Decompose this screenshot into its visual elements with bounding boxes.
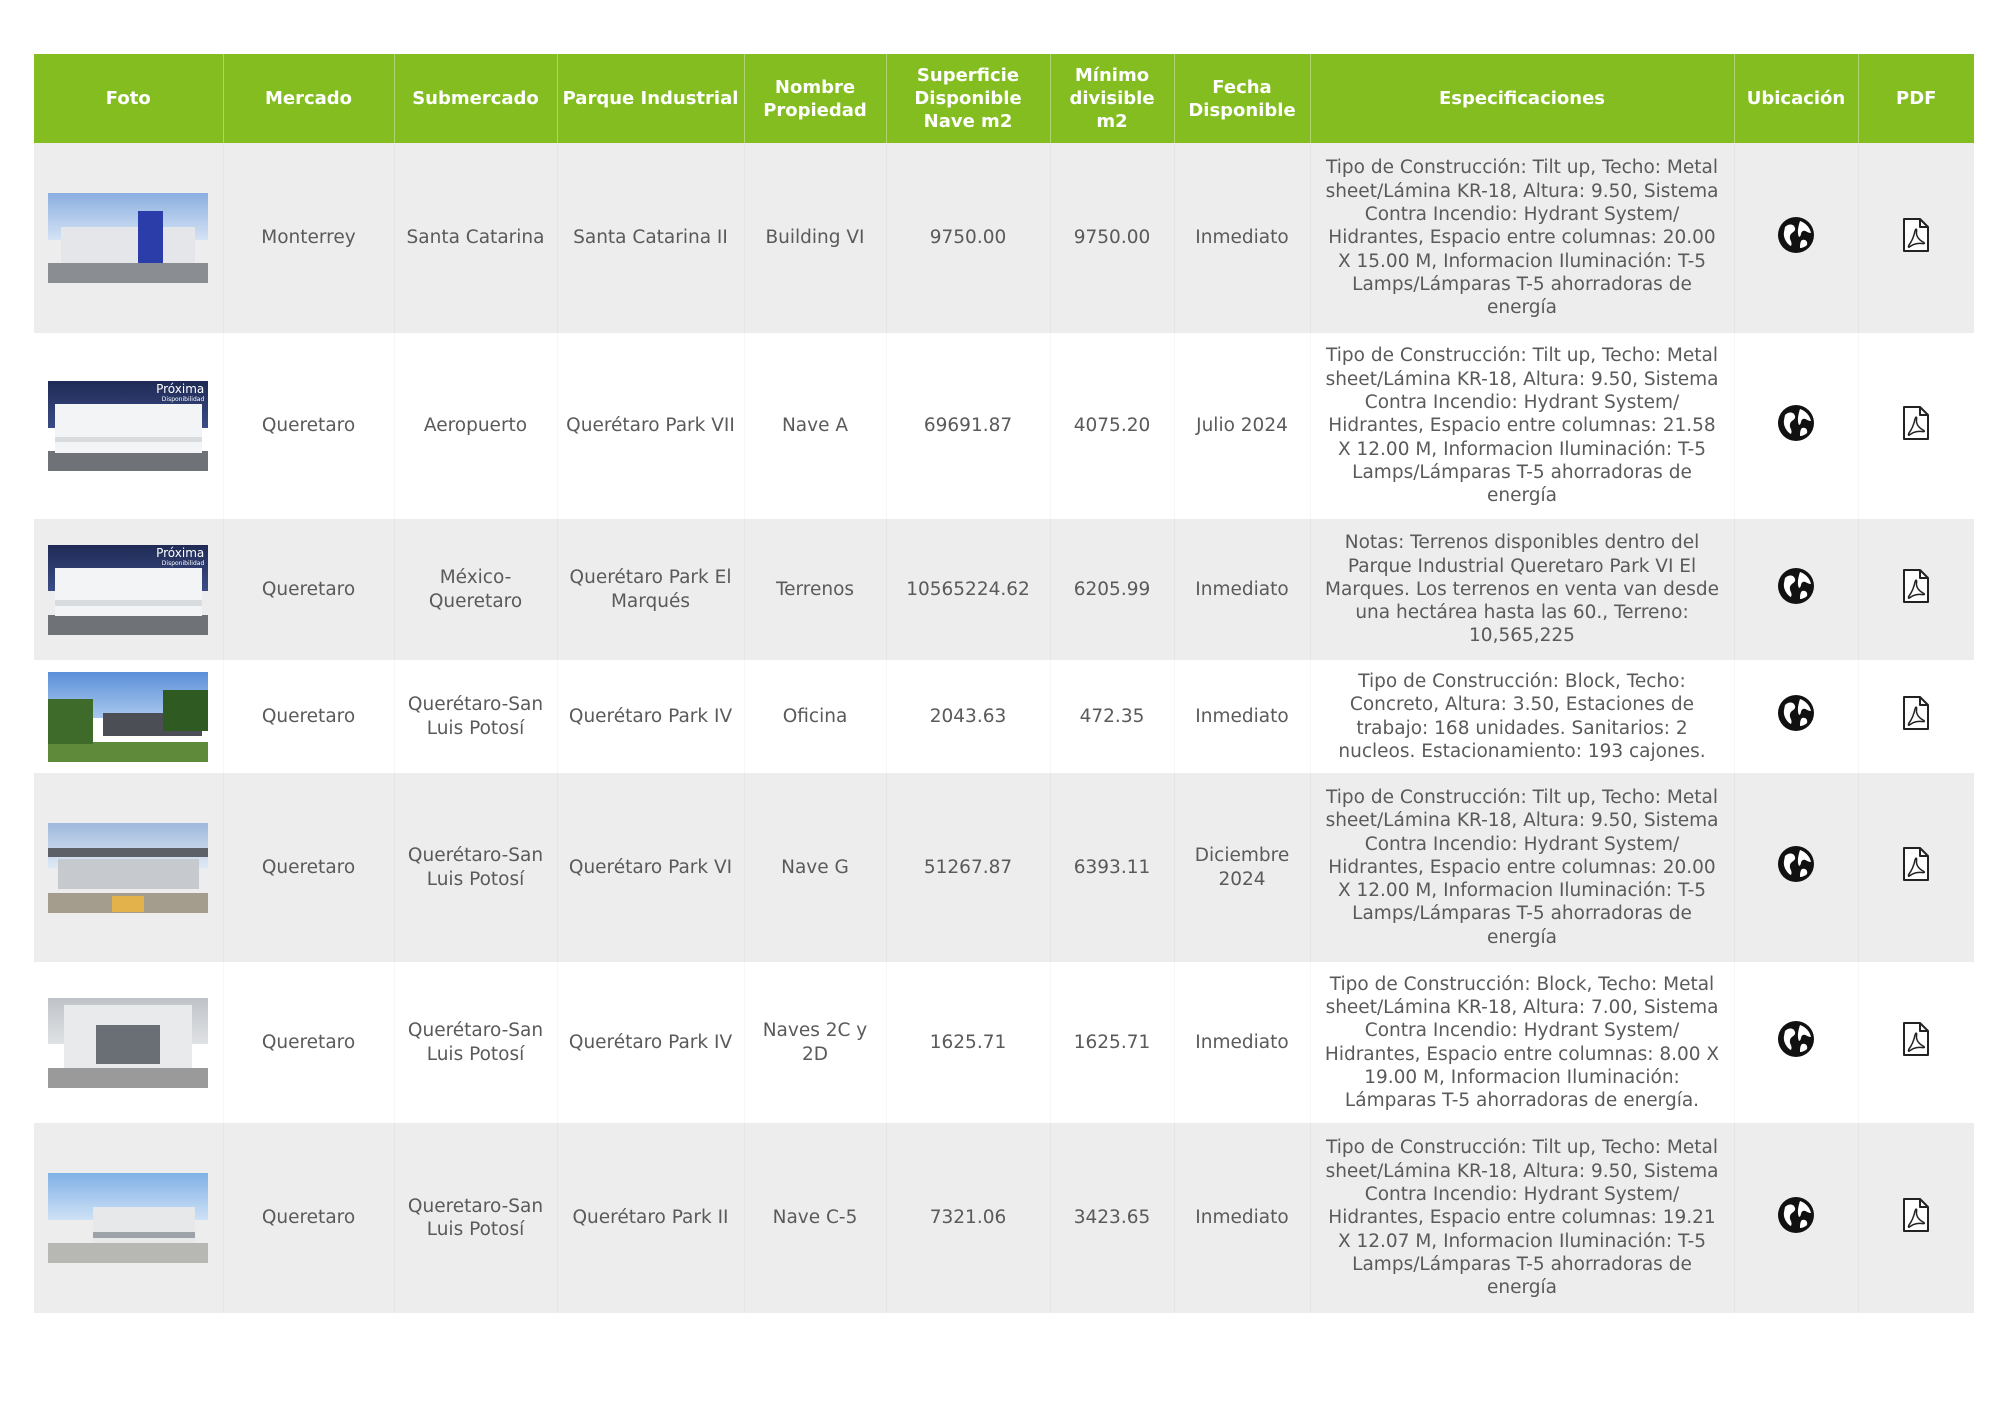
fecha-disponible-cell: Inmediato xyxy=(1174,962,1310,1123)
mercado-cell: Queretaro xyxy=(223,333,394,519)
nombre-propiedad-cell: Nave C-5 xyxy=(744,1123,886,1313)
ubicacion-cell xyxy=(1734,333,1858,519)
nombre-propiedad-cell: Naves 2C y 2D xyxy=(744,962,886,1123)
property-photo[interactable] xyxy=(48,1173,208,1263)
table-row xyxy=(34,333,1974,519)
mercado-cell: Queretaro xyxy=(223,962,394,1123)
photo-cell xyxy=(34,333,223,519)
fecha-disponible-cell: Inmediato xyxy=(1174,519,1310,660)
superficie-cell: 9750.00 xyxy=(886,143,1050,333)
photo-cell xyxy=(34,519,223,660)
header-ubicacion: Ubicación xyxy=(1734,54,1858,143)
minimo-divisible-cell: 472.35 xyxy=(1050,660,1174,773)
minimo-divisible-cell: 3423.65 xyxy=(1050,1123,1174,1313)
globe-icon[interactable] xyxy=(1776,215,1816,255)
table-row xyxy=(34,660,1974,773)
globe-icon[interactable] xyxy=(1776,1195,1816,1235)
ubicacion-cell xyxy=(1734,143,1858,333)
table-row xyxy=(34,519,1974,660)
header-parque-industrial: Parque Industrial xyxy=(557,54,744,143)
globe-icon[interactable] xyxy=(1776,403,1816,443)
nombre-propiedad-cell: Nave G xyxy=(744,773,886,962)
submercado-cell: México-Queretaro xyxy=(394,519,557,660)
pdf-file-icon[interactable] xyxy=(1901,695,1931,731)
mercado-cell: Queretaro xyxy=(223,1123,394,1313)
superficie-cell: 69691.87 xyxy=(886,333,1050,519)
especificaciones-cell: Tipo de Construcción: Tilt up, Techo: Metal sheet/Lámina KR-18, Altura: 9.50, Sistema Contra Incendio: Hydrant System/ Hidrantes, Espacio entre columnas: 21.58 X 12.00 M, Informacion Iluminación: T-5 Lamps/Lámparas T-5 ahorradoras de energía xyxy=(1310,333,1734,519)
table-row xyxy=(34,143,1974,333)
minimo-divisible-cell: 1625.71 xyxy=(1050,962,1174,1123)
header-especificaciones: Especificaciones xyxy=(1310,54,1734,143)
submercado-cell: Querétaro-San Luis Potosí xyxy=(394,773,557,962)
mercado-cell: Queretaro xyxy=(223,519,394,660)
ubicacion-cell xyxy=(1734,1123,1858,1313)
property-photo[interactable] xyxy=(48,823,208,913)
nombre-propiedad-cell: Building VI xyxy=(744,143,886,333)
mercado-cell: Queretaro xyxy=(223,773,394,962)
parque-industrial-cell: Querétaro Park El Marqués xyxy=(557,519,744,660)
pdf-cell xyxy=(1858,519,1974,660)
pdf-cell xyxy=(1858,660,1974,773)
photo-cell xyxy=(34,660,223,773)
pdf-cell xyxy=(1858,962,1974,1123)
property-photo[interactable] xyxy=(48,193,208,283)
superficie-cell: 1625.71 xyxy=(886,962,1050,1123)
pdf-file-icon[interactable] xyxy=(1901,1197,1931,1233)
property-photo[interactable] xyxy=(48,672,208,762)
header-mercado: Mercado xyxy=(223,54,394,143)
submercado-cell: Querétaro-San Luis Potosí xyxy=(394,962,557,1123)
pdf-file-icon[interactable] xyxy=(1901,846,1931,882)
ubicacion-cell xyxy=(1734,962,1858,1123)
table-row xyxy=(34,1123,1974,1313)
table-row xyxy=(34,962,1974,1123)
header-pdf: PDF xyxy=(1858,54,1974,143)
submercado-cell: Aeropuerto xyxy=(394,333,557,519)
photo-tag-title: Próxima xyxy=(156,382,205,396)
photo-cell xyxy=(34,1123,223,1313)
pdf-cell xyxy=(1858,143,1974,333)
photo-tag xyxy=(156,383,204,403)
especificaciones-cell: Tipo de Construcción: Tilt up, Techo: Metal sheet/Lámina KR-18, Altura: 9.50, Sistema Contra Incendio: Hydrant System/ Hidrantes, Espacio entre columnas: 20.00 X 15.00 M, Informacion Iluminación: T-5 Lamps/Lámparas T-5 ahorradoras de energía xyxy=(1310,143,1734,333)
fecha-disponible-cell: Inmediato xyxy=(1174,660,1310,773)
fecha-disponible-cell: Inmediato xyxy=(1174,143,1310,333)
nombre-propiedad-cell: Terrenos xyxy=(744,519,886,660)
property-photo[interactable] xyxy=(48,381,208,471)
nombre-propiedad-cell: Nave A xyxy=(744,333,886,519)
pdf-file-icon[interactable] xyxy=(1901,405,1931,441)
photo-tag-title: Próxima xyxy=(156,545,205,560)
parque-industrial-cell: Querétaro Park IV xyxy=(557,660,744,773)
parque-industrial-cell: Querétaro Park VII xyxy=(557,333,744,519)
ubicacion-cell xyxy=(1734,519,1858,660)
photo-cell xyxy=(34,962,223,1123)
pdf-file-icon[interactable] xyxy=(1901,217,1931,253)
nombre-propiedad-cell: Oficina xyxy=(744,660,886,773)
properties-table xyxy=(34,54,1974,1313)
pdf-file-icon[interactable] xyxy=(1901,1021,1931,1057)
ubicacion-cell xyxy=(1734,773,1858,962)
header-nombre-propiedad: Nombre Propiedad xyxy=(744,54,886,143)
globe-icon[interactable] xyxy=(1776,844,1816,884)
parque-industrial-cell: Querétaro Park VI xyxy=(557,773,744,962)
header-superficie: Superficie Disponible Nave m2 xyxy=(886,54,1050,143)
header-submercado: Submercado xyxy=(394,54,557,143)
submercado-cell: Queretaro-San Luis Potosí xyxy=(394,1123,557,1313)
photo-tag-subtitle: Disponibilidad xyxy=(161,559,205,567)
minimo-divisible-cell: 9750.00 xyxy=(1050,143,1174,333)
property-photo[interactable] xyxy=(48,998,208,1088)
pdf-file-icon[interactable] xyxy=(1901,568,1931,604)
header-foto: Foto xyxy=(34,54,223,143)
header-fecha-disponible: Fecha Disponible xyxy=(1174,54,1310,143)
superficie-cell: 10565224.62 xyxy=(886,519,1050,660)
globe-icon[interactable] xyxy=(1776,566,1816,606)
parque-industrial-cell: Querétaro Park II xyxy=(557,1123,744,1313)
superficie-cell: 2043.63 xyxy=(886,660,1050,773)
mercado-cell: Monterrey xyxy=(223,143,394,333)
submercado-cell: Santa Catarina xyxy=(394,143,557,333)
especificaciones-cell: Tipo de Construcción: Block, Techo: Metal sheet/Lámina KR-18, Altura: 7.00, Sistema Contra Incendio: Hydrant System/ Hidrantes, Espacio entre columnas: 8.00 X 19.00 M, Informacion Iluminación: Lámparas T-5 ahorradoras de energía. xyxy=(1310,962,1734,1123)
parque-industrial-cell: Santa Catarina II xyxy=(557,143,744,333)
especificaciones-cell: Tipo de Construcción: Tilt up, Techo: Metal sheet/Lámina KR-18, Altura: 9.50, Sistema Contra Incendio: Hydrant System/ Hidrantes, Espacio entre columnas: 20.00 X 12.00 M, Informacion Iluminación: T-5 Lamps/Lámparas T-5 ahorradoras de energía xyxy=(1310,773,1734,962)
fecha-disponible-cell: Diciembre 2024 xyxy=(1174,773,1310,962)
pdf-cell xyxy=(1858,773,1974,962)
fecha-disponible-cell: Inmediato xyxy=(1174,1123,1310,1313)
photo-tag-subtitle: Disponibilidad xyxy=(161,396,205,403)
photo-cell xyxy=(34,773,223,962)
especificaciones-cell: Notas: Terrenos disponibles dentro del Parque Industrial Queretaro Park VI El Marques. Los terrenos en venta van desde una hectárea hasta las 60., Terreno: 10,565,225 xyxy=(1310,519,1734,660)
superficie-cell: 51267.87 xyxy=(886,773,1050,962)
minimo-divisible-cell: 6393.11 xyxy=(1050,773,1174,962)
submercado-cell: Querétaro-San Luis Potosí xyxy=(394,660,557,773)
fecha-disponible-cell: Julio 2024 xyxy=(1174,333,1310,519)
pdf-cell xyxy=(1858,333,1974,519)
pdf-cell xyxy=(1858,1123,1974,1313)
globe-icon[interactable] xyxy=(1776,1019,1816,1059)
ubicacion-cell xyxy=(1734,660,1858,773)
superficie-cell: 7321.06 xyxy=(886,1123,1050,1313)
minimo-divisible-cell: 6205.99 xyxy=(1050,519,1174,660)
table-row xyxy=(34,773,1974,962)
photo-tag xyxy=(156,547,204,567)
globe-icon[interactable] xyxy=(1776,693,1816,733)
photo-cell xyxy=(34,143,223,333)
header-row xyxy=(34,54,1974,143)
especificaciones-cell: Tipo de Construcción: Tilt up, Techo: Metal sheet/Lámina KR-18, Altura: 9.50, Sistema Contra Incendio: Hydrant System/ Hidrantes, Espacio entre columnas: 19.21 X 12.07 M, Informacion Iluminación: T-5 Lamps/Lámparas T-5 ahorradoras de energía xyxy=(1310,1123,1734,1313)
minimo-divisible-cell: 4075.20 xyxy=(1050,333,1174,519)
especificaciones-cell: Tipo de Construcción: Block, Techo: Concreto, Altura: 3.50, Estaciones de trabajo: 168 unidades. Sanitarios: 2 nucleos. Estacionamiento: 193 cajones. xyxy=(1310,660,1734,773)
header-minimo-divisible: Mínimo divisible m2 xyxy=(1050,54,1174,143)
property-photo[interactable] xyxy=(48,545,208,635)
parque-industrial-cell: Querétaro Park IV xyxy=(557,962,744,1123)
mercado-cell: Queretaro xyxy=(223,660,394,773)
